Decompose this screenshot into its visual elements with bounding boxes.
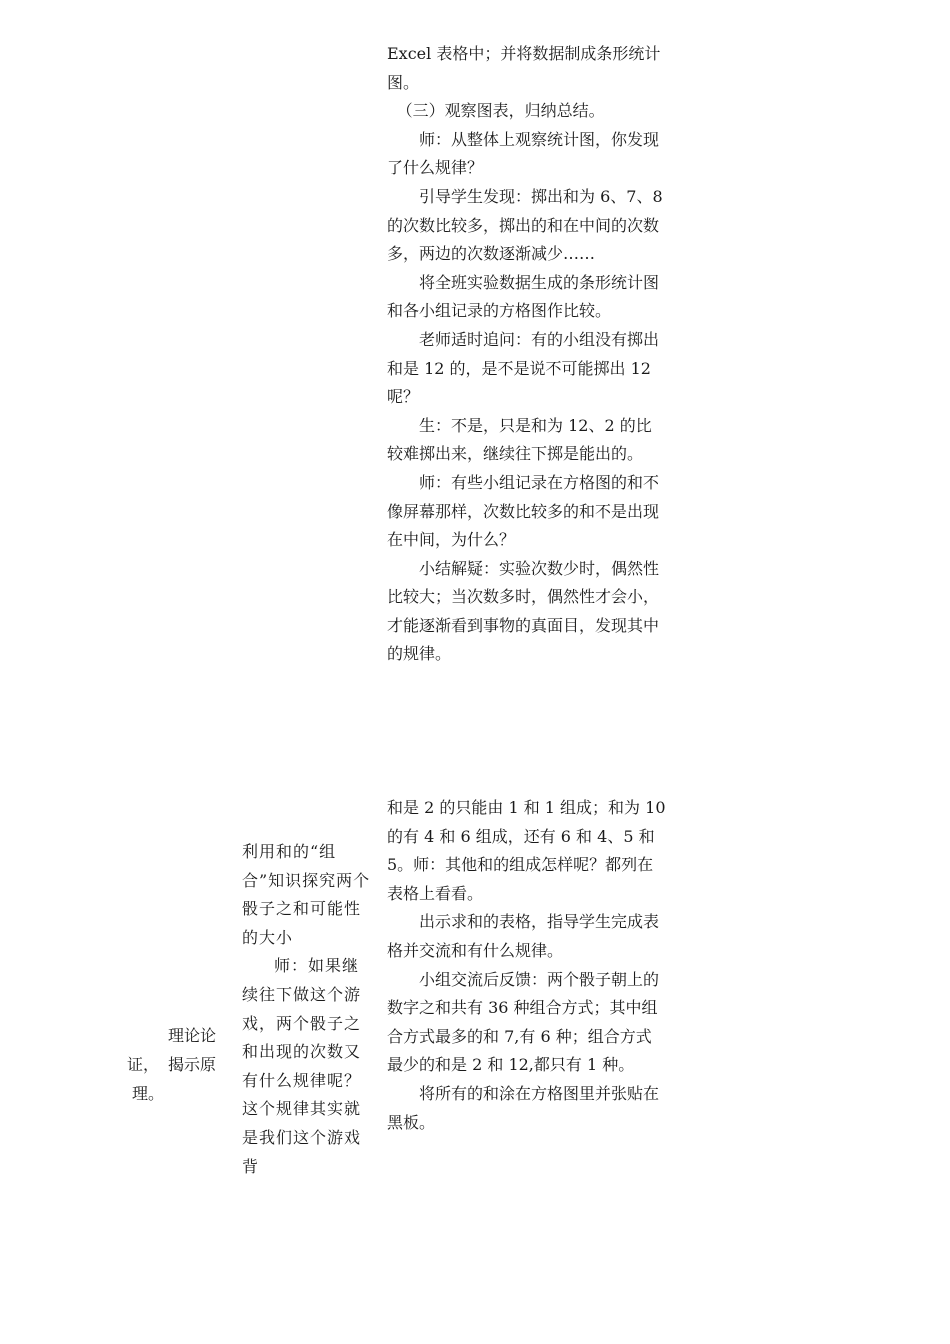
bottom-right-paragraph: 将所有的和涂在方格图里并张贴在黑板。 xyxy=(387,1083,660,1132)
stage-label-line1: 理论论 xyxy=(168,1026,217,1045)
stage-label-line3: 理。 xyxy=(132,1084,165,1103)
bottom-mid-paragraph: 师：如果继续往下做这个游戏，两个骰子之和出现的次数又有什么规律呢？这个规律其实就是我们这个游戏背 xyxy=(242,956,362,1176)
activity-title-block xyxy=(242,838,372,1181)
bottom-right-paragraph: 小组交流后反馈：两个骰子朝上的数字之和共有 36 种组合方式；其中组合方式最多的和 7,有 6 种；组合方式最少的和是 2 和 12,都只有 1 种。 xyxy=(387,969,660,1075)
top-text-block xyxy=(387,40,667,669)
top-paragraph: 将全班实验数据生成的条形统计图和各小组记录的方格图作比较。 xyxy=(387,272,660,321)
top-paragraph: 生：不是，只是和为 12、2 的比较难掷出来，继续往下掷是能出的。 xyxy=(387,415,652,464)
stage-label-line2a: 证， xyxy=(127,1055,160,1074)
top-paragraph: 师：有些小组记录在方格图的和不像屏幕那样，次数比较多的和不是出现在中间，为什么？ xyxy=(387,472,660,550)
top-paragraph: 师：从整体上观察统计图，你发现了什么规律？ xyxy=(387,129,660,178)
bottom-right-paragraph: 出示求和的表格，指导学生完成表格并交流和有什么规律。 xyxy=(387,912,660,960)
bottom-right-paragraph: 和是 2 的只能由 1 和 1 组成；和为 10 的有 4 和 6 组成，还有 6 和 4、5 和 5。师：其他和的组成怎样呢？都列在表格上看看。 xyxy=(387,798,666,903)
stage-label-line2b: 揭示原 xyxy=(168,1055,217,1074)
top-paragraph: 小结解疑：实验次数少时，偶然性比较大；当次数多时，偶然性才会小，才能逐渐看到事物的真面目，发现其中的规律。 xyxy=(387,558,660,664)
bottom-mid-paragraph: 利用和的“组合”知识探究两个骰子之和可能性的大小 xyxy=(242,842,371,947)
activity-content-block xyxy=(387,794,667,1137)
top-paragraph: 老师适时追问：有的小组没有掷出和是 12 的，是不是说不可能掷出 12 呢？ xyxy=(387,329,660,407)
top-paragraph: Excel 表格中；并将数据制成条形统计图。 xyxy=(387,44,661,92)
top-paragraph: 引导学生发现：掷出和为 6、7、8 的次数比较多，掷出的和在中间的次数多，两边的次数逐渐减少…… xyxy=(387,186,663,264)
top-paragraph: （三）观察图表，归纳总结。 xyxy=(396,101,605,121)
